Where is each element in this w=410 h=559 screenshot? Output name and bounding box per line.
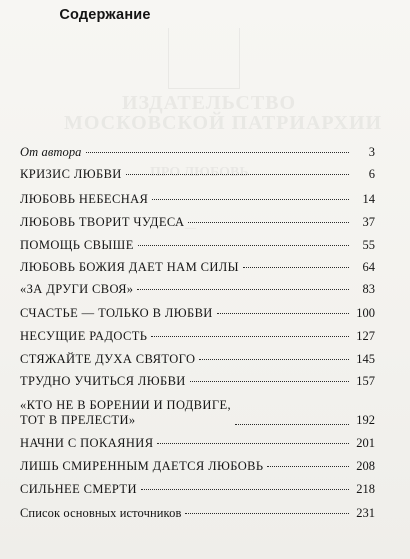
toc-entry-help-from-above[interactable] bbox=[20, 238, 375, 253]
toc-entry-sources-list[interactable] bbox=[20, 506, 375, 521]
dot-leader bbox=[217, 313, 349, 314]
toc-entry-hard-to-learn-love[interactable] bbox=[20, 374, 375, 389]
toc-page-number: 14 bbox=[362, 192, 375, 206]
toc-entry-heavenly-love[interactable] bbox=[20, 192, 375, 207]
toc-page-number: 3 bbox=[368, 145, 375, 159]
dot-leader bbox=[243, 267, 349, 268]
toc-page-number: 64 bbox=[362, 260, 375, 274]
toc-page-number: 127 bbox=[356, 329, 375, 343]
page-title: Содержание bbox=[59, 7, 151, 23]
toc-entry-title: КРИЗИС ЛЮБВИ bbox=[20, 167, 122, 181]
dot-leader bbox=[137, 289, 349, 290]
bleed-through-emblem bbox=[168, 28, 240, 89]
dot-leader bbox=[151, 336, 349, 337]
toc-page-number: 192 bbox=[356, 413, 375, 427]
toc-entry-acquire-holy-spirit[interactable] bbox=[20, 352, 375, 367]
toc-page-number: 83 bbox=[362, 282, 375, 296]
toc-entry-stronger-than-death[interactable] bbox=[20, 482, 375, 497]
toc-entry-title: СИЛЬНЕЕ СМЕРТИ bbox=[20, 482, 137, 496]
toc-entry-title: Список основных источников bbox=[20, 506, 182, 520]
toc-entry-start-with-repentance[interactable] bbox=[20, 436, 375, 451]
toc-page-number: 231 bbox=[356, 506, 375, 520]
toc-entry-title: ЛЮБОВЬ БОЖИЯ ДАЕТ НАМ СИЛЫ bbox=[20, 260, 239, 274]
dot-leader bbox=[138, 245, 349, 246]
toc-entry-title: НАЧНИ С ПОКАЯНИЯ bbox=[20, 436, 154, 450]
toc-page-number: 55 bbox=[362, 238, 375, 252]
toc-page-number: 37 bbox=[362, 215, 375, 229]
toc-entry-title: ЛЮБОВЬ НЕБЕСНАЯ bbox=[20, 192, 149, 206]
toc-entry-title: От автора bbox=[20, 145, 82, 159]
dot-leader bbox=[86, 152, 349, 153]
toc-entry-title: НЕСУЩИЕ РАДОСТЬ bbox=[20, 329, 148, 343]
bleed-through-text: ПРО ЛЮБОВЬ bbox=[150, 165, 249, 180]
toc-entry-happiness-only-in-love[interactable] bbox=[20, 306, 375, 321]
toc-entry-gods-love-gives-strength[interactable] bbox=[20, 260, 375, 275]
toc-entry-title: ЛЮБОВЬ ТВОРИТ ЧУДЕСА bbox=[20, 215, 185, 229]
bleed-through-text: — bbox=[185, 222, 196, 234]
toc-entry-author[interactable] bbox=[20, 145, 375, 160]
toc-entry-title: СТЯЖАЙТЕ ДУХА СВЯТОГО bbox=[20, 352, 196, 366]
toc-entry-crisis-of-love[interactable] bbox=[20, 167, 375, 182]
toc-entry-struggle-and-feat[interactable] bbox=[20, 398, 375, 428]
bleed-through-text: МОСКОВСКОЙ ПАТРИАРХИИ bbox=[64, 112, 383, 134]
toc-entry-title: ТРУДНО УЧИТЬСЯ ЛЮБВИ bbox=[20, 374, 186, 388]
toc-entry-title: СЧАСТЬЕ — ТОЛЬКО В ЛЮБВИ bbox=[20, 306, 213, 320]
toc-entry-love-works-miracles[interactable] bbox=[20, 215, 375, 230]
toc-page-number: 218 bbox=[356, 482, 375, 496]
dot-leader bbox=[199, 359, 349, 360]
toc-entry-title: ПОМОЩЬ СВЫШЕ bbox=[20, 238, 134, 252]
toc-entry-for-friends[interactable] bbox=[20, 282, 375, 297]
dot-leader bbox=[126, 174, 349, 175]
toc-page-number: 157 bbox=[356, 374, 375, 388]
toc-page-number: 145 bbox=[356, 352, 375, 366]
toc-entry-love-given-to-humble[interactable] bbox=[20, 459, 375, 474]
toc-page-number: 6 bbox=[368, 167, 375, 181]
dot-leader bbox=[188, 222, 349, 223]
toc-entry-bearers-of-joy[interactable] bbox=[20, 329, 375, 344]
dot-leader bbox=[152, 199, 349, 200]
dot-leader bbox=[185, 513, 349, 514]
toc-entry-title-line: «КТО НЕ В БОРЕНИИ И ПОДВИГЕ, bbox=[20, 398, 232, 412]
dot-leader bbox=[267, 466, 349, 467]
toc-page-number: 100 bbox=[356, 306, 375, 320]
toc-page-number: 201 bbox=[356, 436, 375, 450]
dot-leader bbox=[157, 443, 349, 444]
dot-leader bbox=[141, 489, 349, 490]
toc-entry-title bbox=[20, 398, 231, 428]
dot-leader bbox=[235, 424, 349, 425]
bleed-through-text: ИЗДАТЕЛЬСТВО bbox=[122, 92, 297, 114]
dot-leader bbox=[190, 381, 349, 382]
toc-entry-title-line: ТОТ В ПРЕЛЕСТИ» bbox=[20, 413, 136, 427]
toc-entry-title: ЛИШЬ СМИРЕННЫМ ДАЕТСЯ ЛЮБОВЬ bbox=[20, 459, 264, 473]
toc-page-number: 208 bbox=[356, 459, 375, 473]
toc-entry-title: «ЗА ДРУГИ СВОЯ» bbox=[20, 282, 134, 296]
